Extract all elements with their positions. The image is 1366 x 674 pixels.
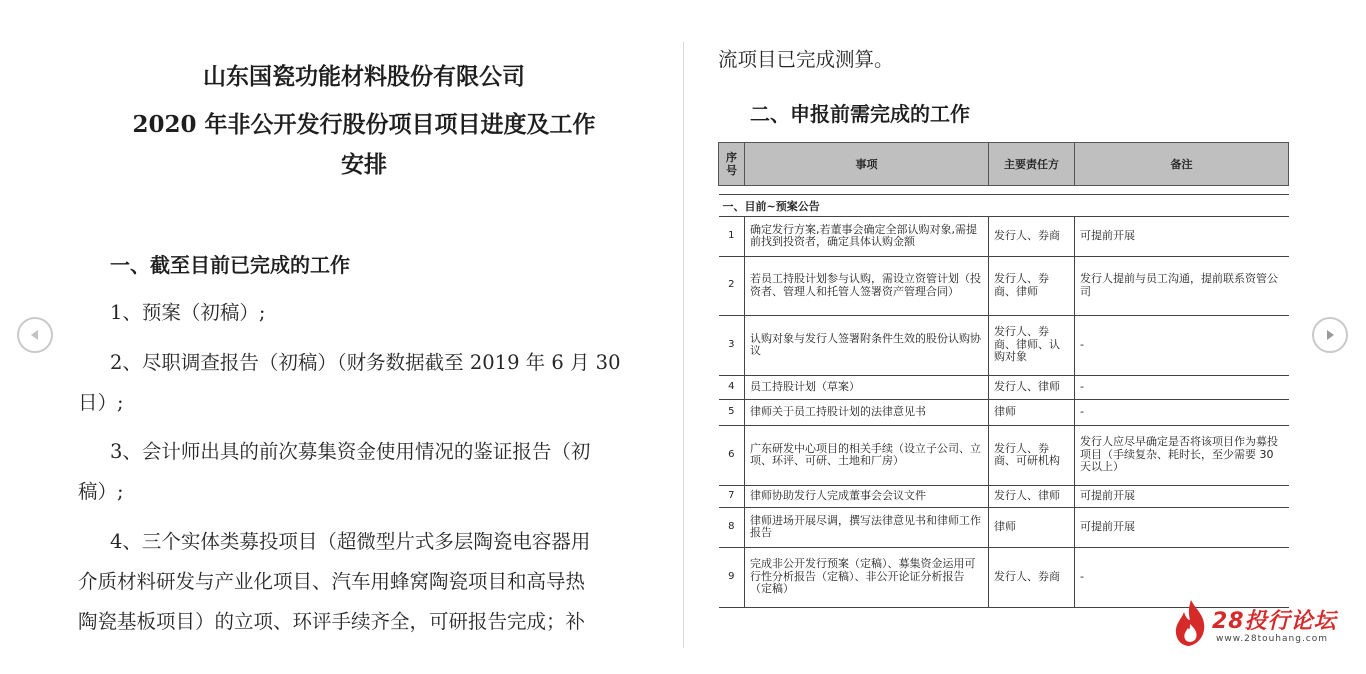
- section-completed-heading: 一、截至目前已完成的工作: [110, 253, 350, 277]
- table-row: 7 律师协助发行人完成董事会会议文件 发行人、律师 可提前开展: [719, 485, 1289, 507]
- continuation-text: 流项目已完成测算。: [718, 48, 894, 71]
- work-table: [718, 142, 1289, 608]
- table-row: 8 律师进场开展尽调，撰写法律意见书和律师工作报告 律师 可提前开展: [719, 507, 1289, 547]
- table-row: 5 律师关于员工持股计划的法律意见书 律师 -: [719, 399, 1289, 425]
- table-group-row: 一、目前~预案公告: [719, 195, 1289, 217]
- completed-item-1: 1、预案（初稿）;: [110, 301, 266, 324]
- section-todo-heading: 二、申报前需完成的工作: [750, 102, 970, 126]
- chevron-left-icon: [28, 328, 42, 342]
- site-watermark: [1172, 598, 1342, 648]
- header-owner: 主要责任方: [989, 143, 1075, 186]
- table-header-row: [719, 143, 1289, 186]
- document-title-company: 山东国瓷功能材料股份有限公司: [203, 63, 525, 90]
- page-divider: [683, 42, 684, 648]
- table-row: 6 广东研发中心项目的相关手续（设立子公司、立项、环评、可研、土地和厂房） 发行人、券商、可研机构 发行人应尽早确定是否将该项目作为募投项目（手续复杂、耗时长，至少需要 30 天以上）: [719, 425, 1289, 485]
- header-item: 事项: [745, 143, 989, 186]
- table-row: 4 员工持股计划（草案） 发行人、律师 -: [719, 375, 1289, 399]
- header-num: 序号: [719, 143, 745, 186]
- table-row: 1 确定发行方案,若董事会确定全部认购对象,需提前找到投资者，确定具体认购金额 发行人、券商 可提前开展: [719, 216, 1289, 256]
- next-page-button[interactable]: [1312, 317, 1348, 353]
- header-note: 备注: [1075, 143, 1289, 186]
- chevron-right-icon: [1323, 328, 1337, 342]
- completed-item-3: 3、会计师出具的前次募集资金使用情况的鉴证报告（初 稿）;: [78, 440, 591, 503]
- previous-page-button[interactable]: [17, 317, 53, 353]
- watermark-title: 28投行论坛: [1212, 609, 1337, 634]
- document-title-subject-cont: 安排: [341, 151, 387, 178]
- table-row: 9 完成非公开发行预案（定稿）、募集资金运用可行性分析报告（定稿）、非公开论证分析报告（定稿） 发行人、券商 -: [719, 547, 1289, 607]
- document-title-subject: 2020 年非公开发行股份项目项目进度及工作: [132, 111, 596, 138]
- flame-logo-icon: [1172, 598, 1210, 648]
- watermark-url: www.28touhang.com: [1216, 634, 1329, 644]
- table-spacer: [719, 186, 1289, 195]
- completed-item-2: 2、尽职调查报告（初稿）（财务数据截至 2019 年 6 月 30 日）;: [78, 351, 621, 414]
- table-row: 2 若员工持股计划参与认购，需设立资管计划（投资者、管理人和托管人签署资产管理合同） 发行人、券商、律师 发行人提前与员工沟通，提前联系资管公司: [719, 256, 1289, 315]
- table-row: 3 认购对象与发行人签署附条件生效的股份认购协议 发行人、券商、律师、认购对象 -: [719, 315, 1289, 375]
- completed-item-4: 4、三个实体类募投项目（超微型片式多层陶瓷电容器用 介质材料研发与产业化项目、汽车用蜂窝陶瓷项目和高导热 陶瓷基板项目）的立项、环评手续齐全，可研报告完成；补: [78, 530, 591, 633]
